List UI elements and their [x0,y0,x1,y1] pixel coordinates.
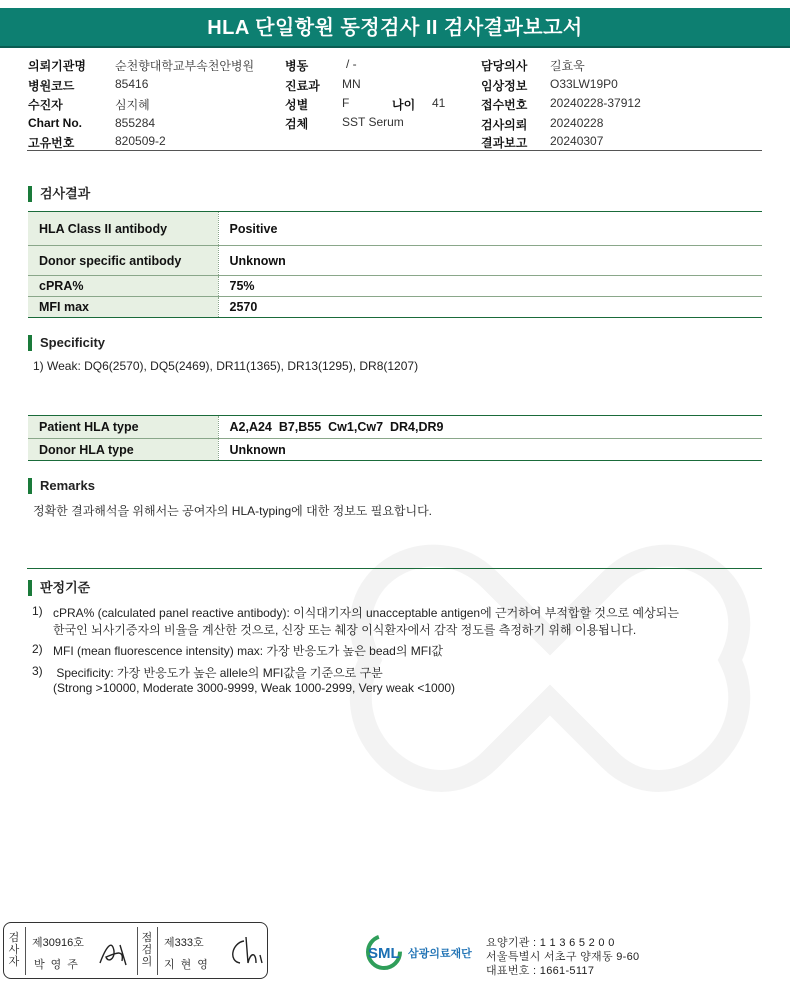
signature-divider [25,927,26,975]
header-divider [27,150,762,151]
criteria-line: MFI (mean fluorescence intensity) max: 가장 반응도가 높은 bead의 MFI값 [53,644,444,658]
patient-name-label: 수진자 [28,98,63,112]
signature-box [3,922,268,979]
receipt-no-label: 접수번호 [481,98,528,112]
criteria-number: 2) [32,642,43,656]
signature-divider [157,927,158,975]
department-label: 진료과 [285,79,320,93]
result-key: HLA Class II antibody [28,212,218,246]
remarks-heading: Remarks [28,478,95,494]
request-date-label: 검사의뢰 [481,118,528,132]
criteria-heading: 판정기준 [28,580,90,596]
table-row [28,416,762,439]
results-table [28,211,762,318]
org-institution-code: 요양기관 : 1 1 3 6 5 2 0 0 [486,937,615,949]
result-value: 75% [218,276,762,297]
unique-no-label: 고유번호 [28,136,75,150]
result-key: Donor specific antibody [28,246,218,276]
reviewer-license: 제333호 [164,937,204,949]
report-title: HLA 단일항원 동정검사 II 검사결과보고서 [0,8,790,48]
request-date-value: 20240228 [550,116,604,130]
hla-value: Unknown [218,439,762,461]
criteria-number: 3) [32,664,43,678]
doctor-label: 담당의사 [481,59,528,73]
report-date-label: 결과보고 [481,136,528,150]
chart-no-label: Chart No. [28,116,82,130]
hla-key: Patient HLA type [28,416,218,439]
reviewer-name: 지현영 [164,959,214,971]
table-row [28,276,762,297]
unique-no-value: 820509-2 [115,134,166,148]
result-key: cPRA% [28,276,218,297]
specimen-label: 검체 [285,117,309,131]
department-value: MN [342,77,361,91]
criteria-divider [27,568,762,569]
receipt-no-value: 20240228-37912 [550,96,641,110]
hospital-code-value: 85416 [115,77,149,91]
criteria-line: Specificity: 가장 반응도가 높은 allele의 MFI값을 기준으로 구분 [53,666,383,680]
result-value: 2570 [218,297,762,318]
examiner-label: 검사자 [8,932,20,968]
specificity-heading: Specificity [28,335,105,351]
hla-key: Donor HLA type [28,439,218,461]
results-heading: 검사결과 [28,186,90,202]
sex-value: F [342,96,350,110]
table-row [28,212,762,246]
clinical-info-label: 임상정보 [481,79,528,93]
examiner-signature [96,937,132,969]
result-value: Unknown [218,246,762,276]
criteria-line: (Strong >10000, Moderate 3000-9999, Weak 1000-2999, Very weak <1000) [53,681,456,695]
examiner-license: 제30916호 [32,937,84,949]
criteria-number: 1) [32,604,43,618]
result-key: MFI max [28,297,218,318]
report-date-value: 20240307 [550,134,604,148]
reviewer-label: 점검의 [141,932,153,968]
hospital-code-label: 병원코드 [28,79,75,93]
sml-logo-icon [364,932,408,972]
criteria-line: cPRA% (calculated panel reactive antibody): 이식대기자의 unacceptable antigen에 근거하여 부적합할 것으로 예상되는 [53,606,679,620]
examiner-name: 박영주 [34,959,84,971]
specimen-value: SST Serum [342,115,404,129]
org-name: 삼광의료재단 [408,948,472,960]
hla-type-table [28,415,762,461]
result-value: Positive [218,212,762,246]
age-value: 41 [432,96,446,110]
specificity-text: 1) Weak: DQ6(2570), DQ5(2469), DR11(1365), DR13(1295), DR8(1207) [33,359,419,373]
logo-text: SML [368,945,400,962]
doctor-value: 길효욱 [550,59,585,73]
remarks-text: 정확한 결과해석을 위해서는 공여자의 HLA-typing에 대한 정보도 필요합니다. [33,504,433,518]
reviewer-signature [226,935,264,969]
sex-label: 성별 [285,98,309,112]
age-label: 나이 [392,98,416,112]
org-address: 서울특별시 서초구 양재동 9-60 [486,951,640,963]
org-phone: 대표번호 : 1661-5117 [486,965,595,977]
table-row [28,439,762,461]
ordering-institution-label: 의뢰기관명 [28,59,86,73]
patient-name-value: 심지혜 [115,98,150,112]
hla-value: A2,A24 B7,B55 Cw1,Cw7 DR4,DR9 [218,416,762,439]
table-row [28,246,762,276]
clinical-info-value: O33LW19P0 [550,77,618,91]
table-row [28,297,762,318]
ward-label: 병동 [285,59,309,73]
ordering-institution-value: 순천향대학교부속천안병원 [115,59,255,73]
signature-divider [137,927,138,975]
chart-no-value: 855284 [115,116,156,130]
ward-value: / - [346,57,357,71]
criteria-line: 한국인 뇌사기증자의 비율을 계산한 것으로, 신장 또는 췌장 이식환자에서 감작 정도를 측정하기 위해 이용됩니다. [53,623,637,637]
